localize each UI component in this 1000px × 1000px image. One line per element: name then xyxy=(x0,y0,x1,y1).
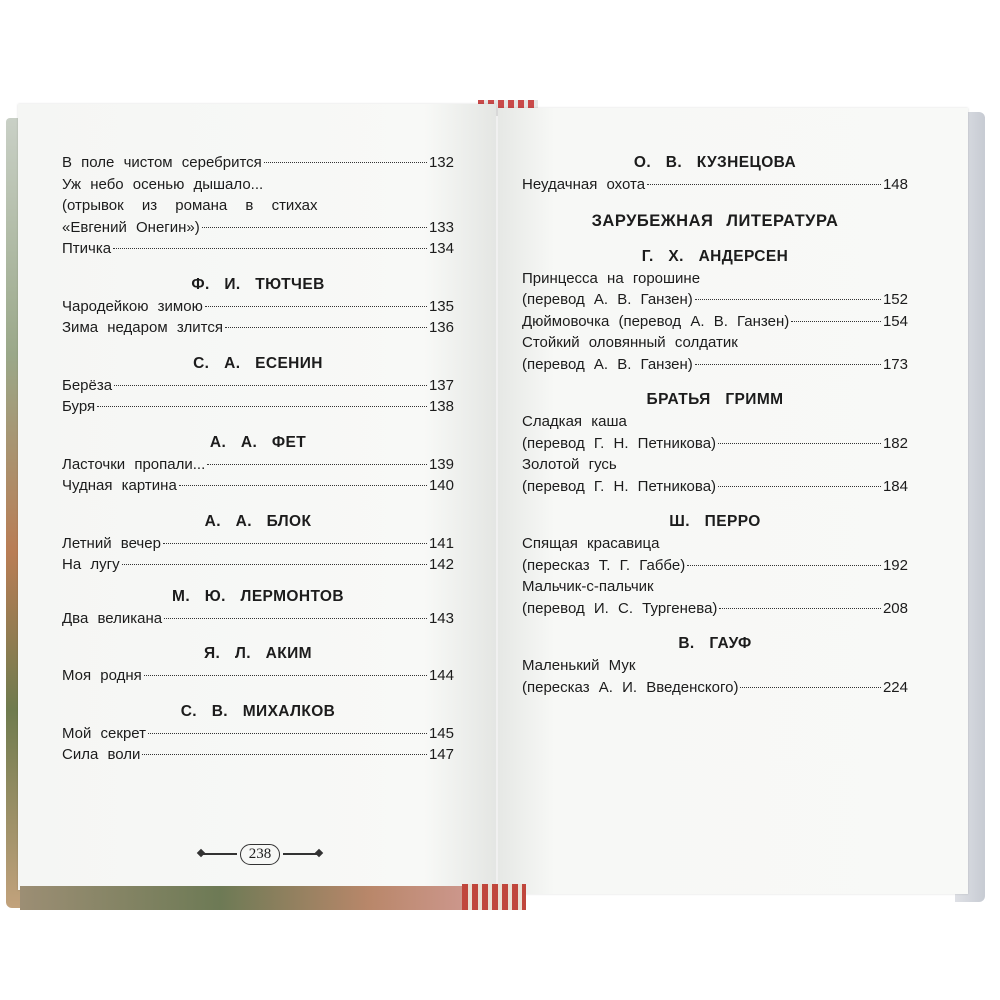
toc-entry[interactable]: Буря 138 xyxy=(62,398,454,415)
toc-entry[interactable]: (перевод И. С. Тургенева) 208 xyxy=(522,599,908,617)
toc-entry-line[interactable]: Сладкая каша xyxy=(522,413,627,430)
leader-dots xyxy=(163,543,427,544)
leader-dots xyxy=(264,162,427,163)
author-heading: С. В. МИХАЛКОВ xyxy=(180,702,336,720)
leader-dots xyxy=(113,248,427,249)
toc-entry[interactable]: Птичка 134 xyxy=(62,240,454,257)
spine-tailband xyxy=(462,884,526,910)
toc-left-column xyxy=(62,152,454,766)
leader-dots xyxy=(719,608,881,609)
leader-dots xyxy=(142,754,427,755)
toc-entry-line[interactable]: Стойкий оловянный солдатик xyxy=(522,334,738,351)
leader-dots xyxy=(718,486,881,487)
toc-right-column xyxy=(522,152,908,698)
toc-entry[interactable]: Дюймовочка (перевод А. В. Ганзен) 154 xyxy=(522,312,908,330)
author-heading: Я. Л. АКИМ xyxy=(204,645,312,662)
toc-entry[interactable]: «Евгений Онегин») 133 xyxy=(62,218,454,236)
ornament-left xyxy=(201,853,237,855)
author-heading: БРАТЬЯ ГРИММ xyxy=(646,391,784,408)
toc-entry[interactable]: (перевод Г. Н. Петникова) 184 xyxy=(522,477,908,495)
ornament-right xyxy=(283,853,319,855)
leader-dots xyxy=(114,385,427,386)
author-heading: В. ГАУФ xyxy=(678,635,752,652)
toc-entry[interactable]: (пересказ А. И. Введенского) 224 xyxy=(522,678,908,696)
toc-entry[interactable]: Берёза 137 xyxy=(62,376,454,394)
toc-entry[interactable]: На лугу 142 xyxy=(62,556,454,573)
toc-entry[interactable]: (перевод А. В. Ганзен) 173 xyxy=(522,355,908,373)
author-heading: М. Ю. ЛЕРМОНТОВ xyxy=(172,587,344,605)
leader-dots xyxy=(179,485,427,486)
leader-dots xyxy=(122,564,427,565)
leader-dots xyxy=(647,184,881,185)
toc-entry[interactable]: Ласточки пропали... 139 xyxy=(62,455,454,473)
section-heading: ЗАРУБЕЖНАЯ ЛИТЕРАТУРА xyxy=(591,211,839,230)
leader-dots xyxy=(164,618,427,619)
toc-entry-line[interactable]: Маленький Мук xyxy=(522,657,636,674)
author-heading: Ф. И. ТЮТЧЕВ xyxy=(191,275,325,293)
toc-entry[interactable]: Мой секрет 145 xyxy=(62,724,454,742)
leader-dots xyxy=(695,364,881,365)
toc-entry[interactable]: Летний вечер 141 xyxy=(62,534,454,552)
toc-entry-line[interactable]: Золотой гусь xyxy=(522,456,617,473)
toc-entry[interactable]: Неудачная охота 148 xyxy=(522,176,908,193)
toc-entry[interactable]: Чародейкою зимою 135 xyxy=(62,297,454,315)
author-heading: А. А. БЛОК xyxy=(204,512,312,530)
toc-entry[interactable]: Сила воли 147 xyxy=(62,746,454,763)
page-number-label: 238 xyxy=(240,844,281,865)
leader-dots xyxy=(97,406,427,407)
page-number xyxy=(195,840,325,868)
leader-dots xyxy=(148,733,427,734)
toc-entry[interactable]: Зима недаром злится 136 xyxy=(62,319,454,336)
leader-dots xyxy=(225,327,427,328)
toc-entry[interactable]: Два великана 143 xyxy=(62,609,454,627)
toc-entry[interactable]: (пересказ Т. Г. Габбе) 192 xyxy=(522,556,908,574)
leader-dots xyxy=(740,687,881,688)
cover-illustration-bottom xyxy=(20,886,520,910)
toc-entry-line[interactable]: Уж небо осенью дышало... xyxy=(62,175,264,193)
toc-entry[interactable]: Чудная картина 140 xyxy=(62,477,454,494)
toc-entry-line[interactable]: Спящая красавица xyxy=(522,535,660,552)
author-heading: С. А. ЕСЕНИН xyxy=(193,354,323,372)
author-heading: Ш. ПЕРРО xyxy=(669,513,761,530)
leader-dots xyxy=(202,227,427,228)
leader-dots xyxy=(205,306,427,307)
toc-entry-line[interactable]: Мальчик-с-пальчик xyxy=(522,578,654,595)
leader-dots xyxy=(718,443,881,444)
toc-entry[interactable]: (перевод А. В. Ганзен) 152 xyxy=(522,291,908,308)
toc-entry-line[interactable]: Принцесса на горошине xyxy=(522,269,701,287)
leader-dots xyxy=(695,299,881,300)
author-heading: Г. Х. АНДЕРСЕН xyxy=(641,247,789,265)
leader-dots xyxy=(687,565,881,566)
leader-dots xyxy=(791,321,881,322)
author-heading: О. В. КУЗНЕЦОВА xyxy=(633,154,797,171)
toc-entry-line[interactable]: (отрывок из романа в стихах xyxy=(62,197,318,214)
toc-entry[interactable]: (перевод Г. Н. Петникова) 182 xyxy=(522,434,908,452)
author-heading: А. А. ФЕТ xyxy=(209,433,307,451)
toc-entry[interactable]: Моя родня 144 xyxy=(62,667,454,684)
toc-entry[interactable]: В поле чистом серебрится 132 xyxy=(62,154,454,171)
leader-dots xyxy=(144,675,427,676)
leader-dots xyxy=(207,464,427,465)
